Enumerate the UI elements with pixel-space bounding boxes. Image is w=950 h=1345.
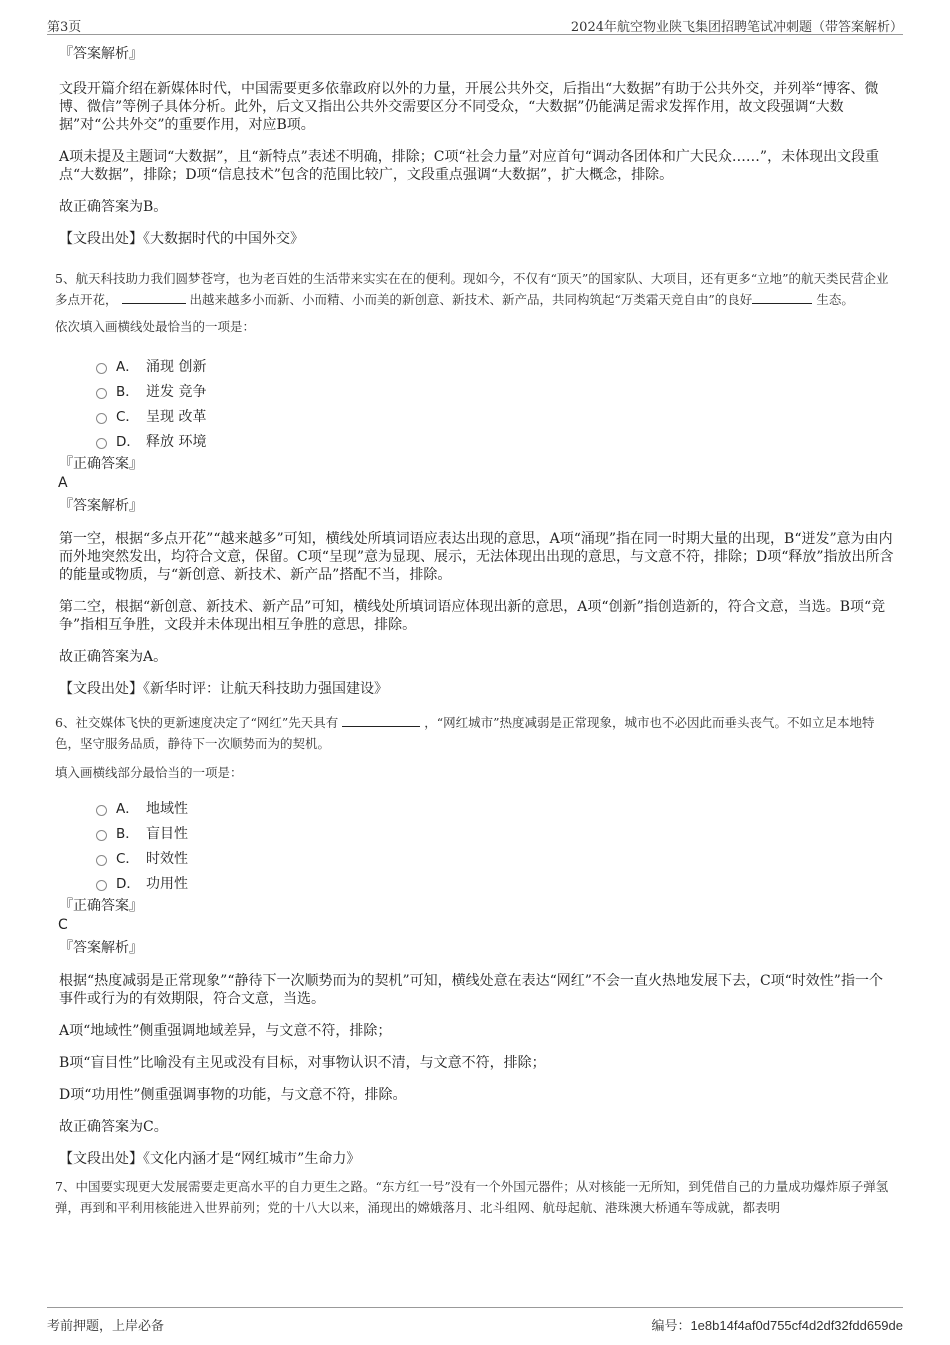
q4-source: 【文段出处】《大数据时代的中国外交》 [59, 231, 304, 247]
q5-question-part3: 生态。 [816, 292, 854, 307]
q5-option-c[interactable]: C． 呈现 改革 [96, 404, 895, 429]
q6-question-part1: 6、社交媒体飞快的更新速度决定了“网红”先天具有 [55, 715, 339, 730]
document-title: 2024年航空物业陕飞集团招聘笔试冲刺题（带答案解析） [570, 20, 903, 35]
radio-icon[interactable] [96, 438, 107, 449]
q6-answer: C [58, 917, 68, 933]
footer-slogan: 考前押题，上岸必备 [47, 1319, 165, 1334]
q5-question-part2: 出越来越多小而新、小而精、小而美的新创意、新技术、新产品，共同构筑起“万类霜天竞自由”的良好 [189, 292, 753, 307]
q6-source: 【文段出处】《文化内涵才是“网红城市”生命力》 [59, 1151, 361, 1167]
q6-option-d[interactable]: D． 功用性 [96, 871, 895, 896]
q5-question [55, 268, 895, 310]
page-content [55, 44, 895, 1218]
q6-option-a[interactable]: A． 地域性 [96, 796, 895, 821]
q6-prompt: 填入画横线部分最恰当的一项是： [55, 765, 243, 780]
q6-blank [342, 713, 420, 727]
q5-analysis-p1: 第一空，根据“多点开花”“越来越多”可知，横线处所填词语应表达出现的意思，A项“涌现”指在同一时期大量的出现，B“迸发”意为由内而外地突然发出，均符合文意，保留。C项“呈现”意为显现、展示，无法体现出出现的意思，与文意不符，排除；D项“释放”指放出所含的能量或物质，与“新创意、新技术、新产品”搭配不当，排除。 [59, 531, 894, 583]
q7-question: 7、中国要实现更大发展需要走更高水平的自力更生之路。“东方红一号”没有一个外国元器件；从对核能一无所知，到凭借自己的力量成功爆炸原子弹氢弹，再到和平利用核能进入世界前列；党的十八大以来，涌现出的嫦娥落月、北斗组网、航母起航、港珠澳大桥通车等成就，都表明 [55, 1179, 889, 1215]
radio-icon[interactable] [96, 880, 107, 891]
radio-icon[interactable] [96, 363, 107, 374]
q6-analysis-p4: D项“功用性”侧重强调事物的功能，与文意不符，排除。 [59, 1087, 407, 1103]
q5-option-d[interactable]: D． 释放 环境 [96, 429, 895, 454]
q6-question-part2: ，“网红城市”热度减弱是正常现象，城市也不必因此而垂头丧气。不如立足本地特色，坚守服务品质，静待下一次顺势而为的契机。 [55, 715, 875, 751]
radio-icon[interactable] [96, 855, 107, 866]
q6-correct-label: 『正确答案』 [59, 898, 143, 914]
q6-analysis-p3: B项“盲目性”比喻没有主见或没有目标，对事物认识不清，与文意不符，排除； [59, 1055, 546, 1071]
page-footer [47, 1307, 903, 1334]
q5-source: 【文段出处】《新华时评：让航天科技助力强国建设》 [59, 681, 388, 697]
q4-analysis-p1: 文段开篇介绍在新媒体时代，中国需要更多依靠政府以外的力量，开展公共外交，后指出“大数据”有助于公共外交，并列举“博客、微博、微信”等例子具体分析。此外，后文又指出公共外交需要区分不同受众，“大数据”仍能满足需求发挥作用，故文段强调“大数据”对“公共外交”的重要作用，对应B项。 [59, 81, 879, 133]
q5-question-part1: 5、航天科技助力我们圆梦苍穹，也为老百姓的生活带来实实在在的便利。现如今，不仅有“顶天”的国家队、大项目，还有更多“立地”的航天类民营企业多点开花， [55, 271, 889, 307]
q5-option-b[interactable]: B． 迸发 竞争 [96, 379, 895, 404]
q6-option-c[interactable]: C． 时效性 [96, 846, 895, 871]
radio-icon[interactable] [96, 388, 107, 399]
page-number: 第3页 [47, 20, 82, 35]
q4-analysis-p2: A项未提及主题词“大数据”，且“新特点”表述不明确，排除；C项“社会力量”对应首句“调动各团体和广大民众……”，未体现出文段重点“大数据”，排除；D项“信息技术”包含的范围比较广，文段重点强调“大数据”，扩大概念，排除。 [59, 149, 880, 183]
q6-question [55, 712, 895, 754]
q6-analysis-p1: 根据“热度减弱是正常现象”“静待下一次顺势而为的契机”可知，横线处意在表达“网红”不会一直火热地发展下去，C项“时效性”指一个事件或行为的有效期限，符合文意，当选。 [59, 973, 883, 1007]
q6-option-b[interactable]: B． 盲目性 [96, 821, 895, 846]
page-header [47, 14, 903, 35]
q6-analysis-p5: 故正确答案为C。 [59, 1119, 168, 1135]
q4-analysis-p3: 故正确答案为B。 [59, 199, 168, 215]
q5-correct-label: 『正确答案』 [59, 456, 143, 472]
q6-analysis-p2: A项“地域性”侧重强调地域差异，与文意不符，排除； [59, 1023, 392, 1039]
q5-blank-2 [752, 290, 812, 304]
q5-analysis-p2: 第二空，根据“新创意、新技术、新产品”可知，横线处所填词语应体现出新的意思，A项“创新”指创造新的，符合文意，当选。B项“竞争”指相互争胜，文段并未体现出相互争胜的意思，排除。 [59, 599, 886, 633]
q5-blank-1 [122, 290, 186, 304]
radio-icon[interactable] [96, 413, 107, 424]
q5-prompt: 依次填入画横线处最恰当的一项是： [55, 319, 256, 334]
q5-analysis-p3: 故正确答案为A。 [59, 649, 168, 665]
radio-icon[interactable] [96, 830, 107, 841]
q6-analysis-label: 『答案解析』 [59, 940, 143, 956]
document-id: 编号：1e8b14f4af0d755cf4d2df32fdd659de [651, 1318, 903, 1333]
q5-analysis-label: 『答案解析』 [59, 498, 143, 514]
q4-analysis-label: 『答案解析』 [59, 46, 143, 62]
q5-option-a[interactable]: A． 涌现 创新 [96, 354, 895, 379]
radio-icon[interactable] [96, 805, 107, 816]
q5-answer: A [58, 475, 68, 491]
